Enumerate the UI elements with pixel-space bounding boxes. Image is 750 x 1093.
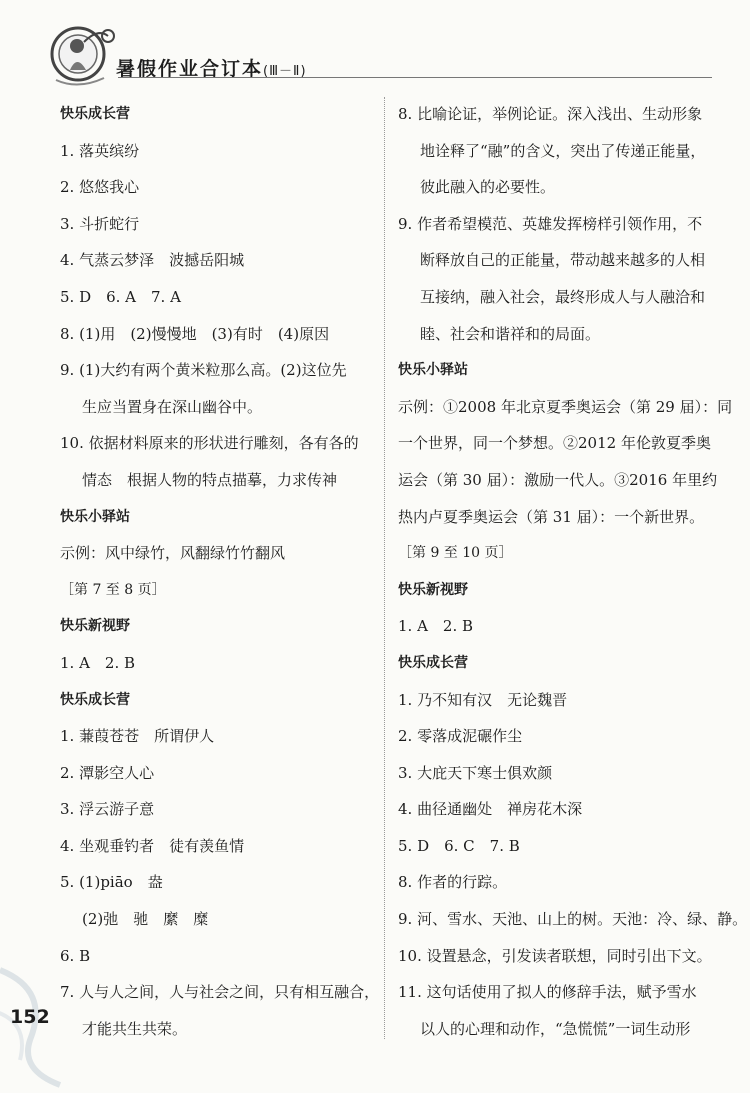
answer-line: 4. 气蒸云梦泽 波撼岳阳城 [60, 251, 245, 270]
section-heading: 快乐小驿站 [60, 508, 130, 525]
answer-line: 9. 作者希望模范、英雄发挥榜样引领作用，不 [398, 214, 703, 233]
answer-line: 以人的心理和动作，“急慌慌”一词生动形 [420, 1019, 691, 1038]
answer-line: 示例：风中绿竹，风翻绿竹竹翻风 [60, 544, 286, 563]
answer-line: 示例：①2008 年北京夏季奥运会（第 29 届）：同 [398, 397, 733, 416]
answer-line: 1. 落英缤纷 [60, 141, 140, 160]
section-heading: 快乐成长营 [398, 654, 468, 671]
answer-line: 6. B [60, 946, 91, 965]
answer-line: 1. A 2. B [398, 617, 474, 636]
answer-line: 热内卢夏季奥运会（第 31 届）：一个新世界。 [398, 507, 705, 526]
answer-line: 1. 蒹葭苍苍 所谓伊人 [60, 727, 215, 746]
right-column [398, 96, 748, 1047]
section-heading: 快乐新视野 [398, 581, 468, 598]
header-title-text: 暑假作业合订本 [116, 58, 264, 80]
answer-line: 3. 大庇天下寒士俱欢颜 [398, 763, 553, 782]
answer-line: 地诠释了“融”的含义，突出了传递正能量， [420, 141, 706, 160]
answer-line: 7. 人与人之间，人与社会之间，只有相互融合， [60, 983, 380, 1002]
column-divider [384, 97, 385, 1039]
answer-line: 8. 比喻论证，举例论证。深入浅出、生动形象 [398, 105, 703, 123]
answer-line: 5. D 6. C 7. B [398, 836, 520, 855]
answer-line: 11. 这句话使用了拟人的修辞手法，赋予雪水 [398, 983, 697, 1002]
answer-line: 睦、社会和谐祥和的局面。 [420, 324, 601, 343]
answer-line: 彼此融入的必要性。 [420, 178, 556, 197]
answer-line: 8. (1)用 (2)慢慢地 (3)有时 (4)原因 [60, 324, 330, 343]
answer-line: 10. 依据材料原来的形状进行雕刻，各有各的 [60, 434, 359, 453]
answer-line: 1. A 2. B [60, 653, 136, 672]
answer-line: 才能共生共荣。 [82, 1019, 188, 1038]
section-heading: 快乐成长营 [60, 106, 130, 122]
answer-line: (2)弛 驰 縻 糜 [82, 910, 209, 929]
answer-line: 一个世界，同一个梦想。②2012 年伦敦夏季奥 [398, 434, 711, 453]
answer-line: 5. (1)piāo 盎 [60, 873, 163, 892]
answer-line: 2. 悠悠我心 [60, 178, 140, 197]
answer-line: 9. (1)大约有两个黄米粒那么高。(2)这位先 [60, 361, 347, 380]
header-subtitle: (Ⅲ－Ⅱ) [263, 64, 307, 79]
page-header [0, 0, 750, 100]
girl-logo-icon [48, 20, 120, 92]
left-column [60, 96, 380, 1047]
answer-line: 情态 根据人物的特点描摹，力求传神 [82, 470, 338, 489]
answer-line: 3. 斗折蛇行 [60, 214, 140, 233]
section-heading: 快乐成长营 [60, 691, 130, 708]
section-heading: 快乐小驿站 [398, 362, 468, 379]
answer-line: 互接纳，融入社会，最终形成人与人融洽和 [420, 287, 706, 306]
page-range-label: ［第 7 至 8 页］ [60, 581, 166, 598]
answer-line: 8. 作者的行踪。 [398, 873, 508, 892]
header-rule [118, 77, 712, 78]
answer-line: 2. 潭影空人心 [60, 763, 155, 782]
answer-line: 3. 浮云游子意 [60, 800, 155, 819]
answer-line: 断释放自己的正能量，带动越来越多的人相 [420, 251, 706, 270]
page-number: 152 [10, 1006, 50, 1028]
answer-line: 生应当置身在深山幽谷中。 [82, 397, 263, 416]
section-heading: 快乐新视野 [60, 618, 130, 635]
answer-line: 1. 乃不知有汉 无论魏晋 [398, 690, 568, 709]
answer-line: 4. 曲径通幽处 禅房花木深 [398, 800, 583, 819]
answer-line: 10. 设置悬念，引发读者联想，同时引出下文。 [398, 946, 712, 965]
answer-line: 4. 坐观垂钓者 徒有羡鱼情 [60, 836, 245, 855]
page-range-label: ［第 9 至 10 页］ [398, 545, 513, 562]
answer-line: 2. 零落成泥碾作尘 [398, 727, 523, 746]
answer-line: 运会（第 30 届）：激励一代人。③2016 年里约 [398, 470, 718, 489]
answer-line: 5. D 6. A 7. A [60, 287, 181, 306]
answer-line: 9. 河、雪水、天池、山上的树。天池：冷、绿、静。 [398, 910, 748, 929]
